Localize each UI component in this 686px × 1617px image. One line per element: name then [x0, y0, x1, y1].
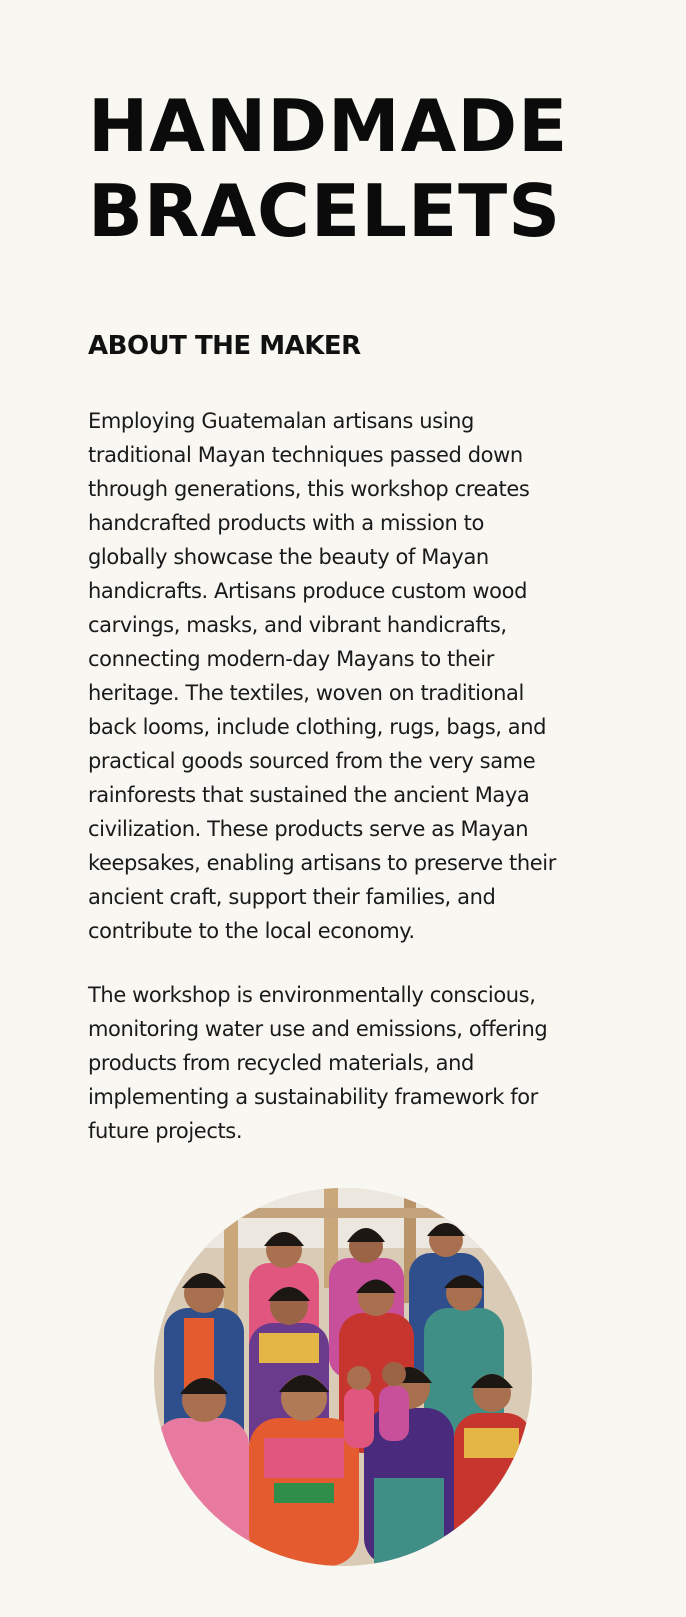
paragraph-line: globally showcase the beauty of Mayan — [88, 545, 489, 569]
paragraph-line: future projects. — [88, 1119, 243, 1143]
about-heading: ABOUT THE MAKER — [88, 331, 361, 361]
paragraph-line: Employing Guatemalan artisans using — [88, 409, 474, 433]
paragraph-line: through generations, this workshop creates — [88, 477, 530, 501]
paragraph-line: civilization. These products serve as Mayan — [88, 817, 529, 841]
paragraph-line: handicrafts. Artisans produce custom wood — [88, 579, 527, 603]
paragraph-line: traditional Mayan techniques passed down — [88, 443, 523, 467]
paragraph-line: handcrafted products with a mission to — [88, 511, 484, 535]
paragraph-line: practical goods sourced from the very same — [88, 749, 536, 773]
paragraph-line: heritage. The textiles, woven on traditional — [88, 681, 524, 705]
paragraph-line: carvings, masks, and vibrant handicrafts, — [88, 613, 507, 637]
paragraph-line: The workshop is environmentally conscious, — [88, 983, 536, 1007]
paragraph-line: ancient craft, support their families, and — [88, 885, 496, 909]
paragraph-line: back looms, include clothing, rugs, bags, and — [88, 715, 547, 739]
paragraph-line: rainforests that sustained the ancient Maya — [88, 783, 530, 807]
about-paragraph-1 — [88, 404, 556, 948]
paragraph-line: implementing a sustainability framework for — [88, 1085, 538, 1109]
artisans-photo — [154, 1188, 532, 1566]
paragraph-line: keepsakes, enabling artisans to preserve their — [88, 851, 556, 875]
title-line-2: BRACELETS — [88, 169, 562, 253]
page-title — [88, 84, 648, 254]
about-paragraph-2 — [88, 978, 547, 1148]
paragraph-line: products from recycled materials, and — [88, 1051, 474, 1075]
title-line-1: HANDMADE — [88, 84, 569, 168]
paragraph-line: contribute to the local economy. — [88, 919, 415, 943]
paragraph-line: connecting modern-day Mayans to their — [88, 647, 494, 671]
paragraph-line: monitoring water use and emissions, offering — [88, 1017, 548, 1041]
artisans-photo-illustration — [154, 1188, 532, 1566]
